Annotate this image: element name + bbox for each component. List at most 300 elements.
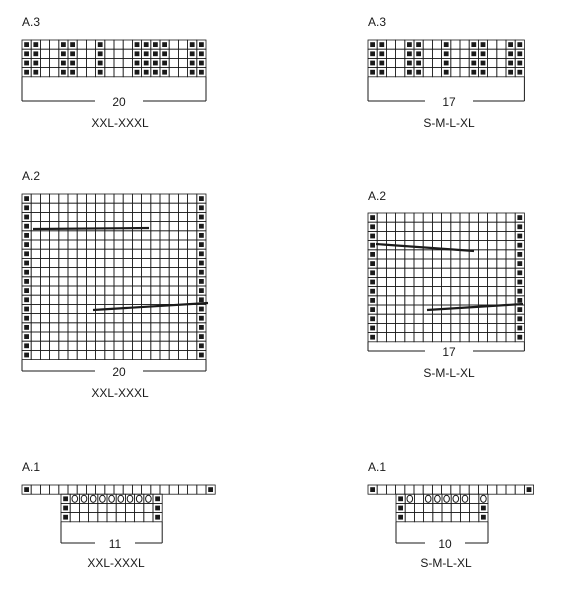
chart-cell (59, 332, 68, 341)
chart-cell (142, 295, 151, 304)
purl-stitch (199, 307, 204, 312)
purl-stitch (370, 234, 375, 239)
chart-cell (423, 268, 432, 277)
chart-cell (478, 485, 487, 494)
purl-stitch (481, 506, 486, 511)
chart-cell (451, 314, 460, 323)
chart-cell (506, 259, 515, 268)
purl-stitch (407, 42, 412, 47)
chart-cell (59, 212, 68, 221)
chart-cell (178, 295, 187, 304)
chart-cell (68, 485, 77, 494)
chart-cell (178, 40, 187, 49)
purl-stitch (517, 243, 522, 248)
chart-cell (423, 222, 432, 231)
chart-cell (50, 341, 59, 350)
purl-stitch (199, 215, 204, 220)
purl-stitch (517, 270, 522, 275)
chart-cell (123, 314, 132, 323)
chart-cell (396, 277, 405, 286)
chart-a2-left-size: XXL-XXXL (91, 386, 149, 400)
chart-cell (68, 240, 77, 249)
purl-stitch (481, 51, 486, 56)
chart-cell (386, 49, 395, 58)
chart-cell (169, 203, 178, 212)
chart-cell (132, 286, 141, 295)
chart-cell (377, 296, 386, 305)
purl-stitch (153, 61, 158, 66)
chart-cell (114, 240, 123, 249)
chart-cell (451, 503, 460, 512)
chart-cell (178, 231, 187, 240)
purl-stitch (517, 316, 522, 321)
purl-stitch (61, 42, 66, 47)
purl-stitch (155, 496, 160, 501)
purl-stitch (24, 251, 29, 256)
chart-cell (160, 295, 169, 304)
purl-stitch (370, 326, 375, 331)
chart-cell (460, 323, 469, 332)
chart-cell (86, 194, 95, 203)
chart-cell (132, 231, 141, 240)
purl-stitch (199, 279, 204, 284)
chart-cell (123, 350, 132, 359)
chart-cell (132, 332, 141, 341)
chart-cell (478, 250, 487, 259)
chart-cell (460, 314, 469, 323)
chart-cell (68, 323, 77, 332)
chart-cell (151, 258, 160, 267)
purl-stitch (199, 42, 204, 47)
chart-cell (142, 258, 151, 267)
yarn-over-stitch (444, 495, 450, 502)
chart-cell (105, 240, 114, 249)
chart-cell (114, 49, 123, 58)
chart-cell (144, 503, 153, 512)
chart-cell (414, 268, 423, 277)
chart-cell (105, 40, 114, 49)
chart-cell (40, 304, 49, 313)
chart-cell (386, 485, 395, 494)
purl-stitch (98, 42, 103, 47)
chart-cell (497, 222, 506, 231)
chart-cell (123, 222, 132, 231)
chart-cell (478, 213, 487, 222)
purl-stitch (444, 42, 449, 47)
chart-cell (377, 333, 386, 342)
chart-cell (469, 231, 478, 240)
chart-cell (396, 213, 405, 222)
chart-cell (396, 287, 405, 296)
chart-cell (432, 250, 441, 259)
chart-cell (478, 268, 487, 277)
chart-cell (86, 332, 95, 341)
chart-cell (50, 286, 59, 295)
chart-cell (488, 49, 497, 58)
chart-cell (414, 241, 423, 250)
chart-cell (442, 323, 451, 332)
purl-stitch (370, 487, 375, 492)
chart-cell (132, 314, 141, 323)
chart-cell (488, 68, 497, 77)
chart-cell (396, 222, 405, 231)
chart-cell (105, 350, 114, 359)
chart-cell (50, 249, 59, 258)
purl-stitch (190, 42, 195, 47)
chart-cell (423, 485, 432, 494)
chart-cell (377, 250, 386, 259)
chart-cell (460, 485, 469, 494)
chart-cell (451, 513, 460, 522)
chart-cell (96, 194, 105, 203)
chart-cell (497, 40, 506, 49)
chart-a3-left-title: A.3 (22, 15, 41, 29)
chart-cell (40, 350, 49, 359)
chart-cell (414, 494, 423, 503)
purl-stitch (398, 506, 403, 511)
chart-cell (59, 268, 68, 277)
purl-stitch (70, 70, 75, 75)
chart-cell (59, 304, 68, 313)
chart-cell (377, 277, 386, 286)
chart-a2-right-grid (368, 213, 524, 342)
chart-cell (160, 268, 169, 277)
chart-cell (31, 304, 40, 313)
purl-stitch (190, 61, 195, 66)
chart-cell (50, 268, 59, 277)
chart-cell (40, 332, 49, 341)
chart-cell (50, 323, 59, 332)
chart-cell (460, 503, 469, 512)
purl-stitch (208, 487, 213, 492)
chart-cell (396, 268, 405, 277)
chart-cell (31, 332, 40, 341)
chart-cell (114, 203, 123, 212)
purl-stitch (444, 61, 449, 66)
chart-cell (40, 341, 49, 350)
chart-cell (488, 40, 497, 49)
purl-stitch (370, 335, 375, 340)
chart-cell (50, 58, 59, 67)
purl-stitch (416, 70, 421, 75)
chart-cell (432, 314, 441, 323)
chart-cell (77, 341, 86, 350)
chart-cell (169, 68, 178, 77)
chart-cell (89, 503, 98, 512)
purl-stitch (199, 61, 204, 66)
purl-stitch (370, 280, 375, 285)
chart-cell (31, 212, 40, 221)
chart-cell (50, 240, 59, 249)
chart-cell (423, 287, 432, 296)
chart-cell (77, 258, 86, 267)
chart-cell (70, 513, 79, 522)
chart-cell (497, 259, 506, 268)
chart-cell (386, 68, 395, 77)
chart-cell (497, 314, 506, 323)
chart-cell (460, 58, 469, 67)
chart-cell (114, 268, 123, 277)
chart-a1-left-count: 11 (108, 537, 122, 551)
chart-cell (68, 231, 77, 240)
chart-cell (151, 222, 160, 231)
chart-cell (188, 286, 197, 295)
chart-cell (188, 212, 197, 221)
chart-cell (86, 341, 95, 350)
chart-cell (160, 203, 169, 212)
chart-cell (169, 286, 178, 295)
purl-stitch (70, 61, 75, 66)
purl-stitch (199, 288, 204, 293)
purl-stitch (144, 61, 149, 66)
chart-cell (451, 485, 460, 494)
chart-cell (77, 240, 86, 249)
chart-cell (132, 485, 141, 494)
chart-cell (68, 268, 77, 277)
purl-stitch (33, 51, 38, 56)
chart-cell (432, 333, 441, 342)
chart-cell (469, 333, 478, 342)
purl-stitch (199, 343, 204, 348)
chart-cell (105, 323, 114, 332)
chart-cell (68, 258, 77, 267)
chart-cell (386, 296, 395, 305)
chart-cell (132, 277, 141, 286)
chart-cell (423, 231, 432, 240)
chart-cell (405, 314, 414, 323)
chart-cell (142, 350, 151, 359)
purl-stitch (517, 51, 522, 56)
chart-cell (107, 503, 116, 512)
chart-cell (40, 286, 49, 295)
chart-cell (451, 277, 460, 286)
chart-cell (123, 295, 132, 304)
chart-cell (40, 249, 49, 258)
purl-stitch (199, 224, 204, 229)
chart-cell (470, 494, 479, 503)
chart-cell (169, 314, 178, 323)
chart-cell (396, 68, 405, 77)
chart-cell (451, 259, 460, 268)
chart-cell (169, 268, 178, 277)
chart-cell (432, 231, 441, 240)
chart-cell (423, 58, 432, 67)
chart-cell (178, 194, 187, 203)
yarn-over-stitch (109, 495, 115, 502)
chart-cell (488, 250, 497, 259)
chart-cell (59, 240, 68, 249)
chart-cell (114, 68, 123, 77)
chart-cell (478, 287, 487, 296)
chart-cell (114, 341, 123, 350)
chart-cell (478, 241, 487, 250)
chart-cell (188, 268, 197, 277)
chart-cell (469, 213, 478, 222)
purl-stitch (24, 325, 29, 330)
chart-cell (123, 341, 132, 350)
chart-cell (488, 213, 497, 222)
chart-cell (460, 68, 469, 77)
purl-stitch (24, 205, 29, 210)
chart-cell (105, 485, 114, 494)
purl-stitch (70, 51, 75, 56)
purl-stitch (199, 242, 204, 247)
chart-cell (442, 503, 451, 512)
chart-cell (451, 40, 460, 49)
purl-stitch (508, 70, 513, 75)
chart-cell (40, 58, 49, 67)
chart-cell (423, 49, 432, 58)
chart-cell (77, 304, 86, 313)
chart-cell (506, 287, 515, 296)
purl-stitch (199, 261, 204, 266)
purl-stitch (63, 506, 68, 511)
chart-cell (169, 332, 178, 341)
yarn-over-stitch (425, 495, 431, 502)
chart-cell (414, 323, 423, 332)
chart-cell (469, 287, 478, 296)
chart-cell (506, 241, 515, 250)
chart-cell (442, 222, 451, 231)
yarn-over-stitch (453, 495, 459, 502)
chart-cell (506, 333, 515, 342)
chart-cell (96, 240, 105, 249)
chart-cell (396, 49, 405, 58)
purl-stitch (416, 42, 421, 47)
chart-cell (96, 231, 105, 240)
chart-cell (68, 304, 77, 313)
chart-cell (96, 332, 105, 341)
chart-cell (386, 287, 395, 296)
chart-cell (40, 323, 49, 332)
chart-cell (178, 203, 187, 212)
purl-stitch (24, 196, 29, 201)
chart-cell (59, 231, 68, 240)
chart-cell (405, 323, 414, 332)
chart-cell (377, 222, 386, 231)
chart-cell (188, 350, 197, 359)
chart-cell (488, 314, 497, 323)
chart-cell (160, 231, 169, 240)
chart-cell (86, 277, 95, 286)
chart-cell (31, 286, 40, 295)
chart-cell (96, 277, 105, 286)
chart-cell (123, 323, 132, 332)
purl-stitch (190, 51, 195, 56)
chart-cell (50, 350, 59, 359)
chart-cell (123, 212, 132, 221)
chart-cell (114, 350, 123, 359)
chart-cell (405, 296, 414, 305)
purl-stitch (24, 316, 29, 321)
chart-cell (178, 68, 187, 77)
yarn-over-stitch (435, 495, 441, 502)
chart-cell (77, 268, 86, 277)
chart-cell (114, 323, 123, 332)
chart-cell (77, 332, 86, 341)
chart-cell (460, 333, 469, 342)
purl-stitch (144, 51, 149, 56)
purl-stitch (24, 288, 29, 293)
purl-stitch (481, 61, 486, 66)
chart-cell (77, 194, 86, 203)
chart-cell (114, 295, 123, 304)
chart-cell (31, 323, 40, 332)
purl-stitch (199, 196, 204, 201)
chart-cell (132, 341, 141, 350)
chart-cell (125, 513, 134, 522)
chart-cell (488, 268, 497, 277)
chart-cell (160, 249, 169, 258)
chart-cell (478, 314, 487, 323)
chart-cell (59, 258, 68, 267)
purl-stitch (517, 298, 522, 303)
chart-cell (469, 277, 478, 286)
chart-cell (414, 305, 423, 314)
chart-cell (123, 231, 132, 240)
chart-cell (423, 296, 432, 305)
chart-cell (377, 268, 386, 277)
chart-cell (31, 277, 40, 286)
chart-cell (160, 194, 169, 203)
purl-stitch (24, 70, 29, 75)
chart-cell (68, 341, 77, 350)
chart-cell (114, 212, 123, 221)
chart-cell (40, 485, 49, 494)
chart-cell (424, 513, 433, 522)
purl-stitch (61, 70, 66, 75)
purl-stitch (24, 224, 29, 229)
chart-cell (169, 258, 178, 267)
chart-cell (460, 49, 469, 58)
chart-cell (405, 485, 414, 494)
purl-stitch (370, 51, 375, 56)
chart-cell (160, 258, 169, 267)
chart-cell (151, 341, 160, 350)
chart-cell (59, 323, 68, 332)
chart-cell (114, 258, 123, 267)
chart-cell (105, 332, 114, 341)
purl-stitch (135, 51, 140, 56)
purl-stitch (61, 51, 66, 56)
chart-cell (105, 268, 114, 277)
chart-cell (114, 249, 123, 258)
chart-cell (50, 40, 59, 49)
chart-cell (488, 296, 497, 305)
purl-stitch (24, 353, 29, 358)
yarn-over-stitch (127, 495, 133, 502)
purl-stitch (24, 343, 29, 348)
chart-cell (460, 287, 469, 296)
chart-cell (96, 286, 105, 295)
chart-cell (86, 295, 95, 304)
chart-cell (488, 485, 497, 494)
chart-cell (497, 58, 506, 67)
chart-cell (77, 286, 86, 295)
chart-cell (178, 286, 187, 295)
purl-stitch (98, 70, 103, 75)
purl-stitch (370, 224, 375, 229)
chart-cell (142, 332, 151, 341)
purl-stitch (199, 233, 204, 238)
chart-cell (460, 296, 469, 305)
chart-cell (89, 513, 98, 522)
purl-stitch (517, 224, 522, 229)
chart-cell (135, 513, 144, 522)
chart-cell (178, 332, 187, 341)
chart-cell (132, 222, 141, 231)
chart-cell (77, 68, 86, 77)
